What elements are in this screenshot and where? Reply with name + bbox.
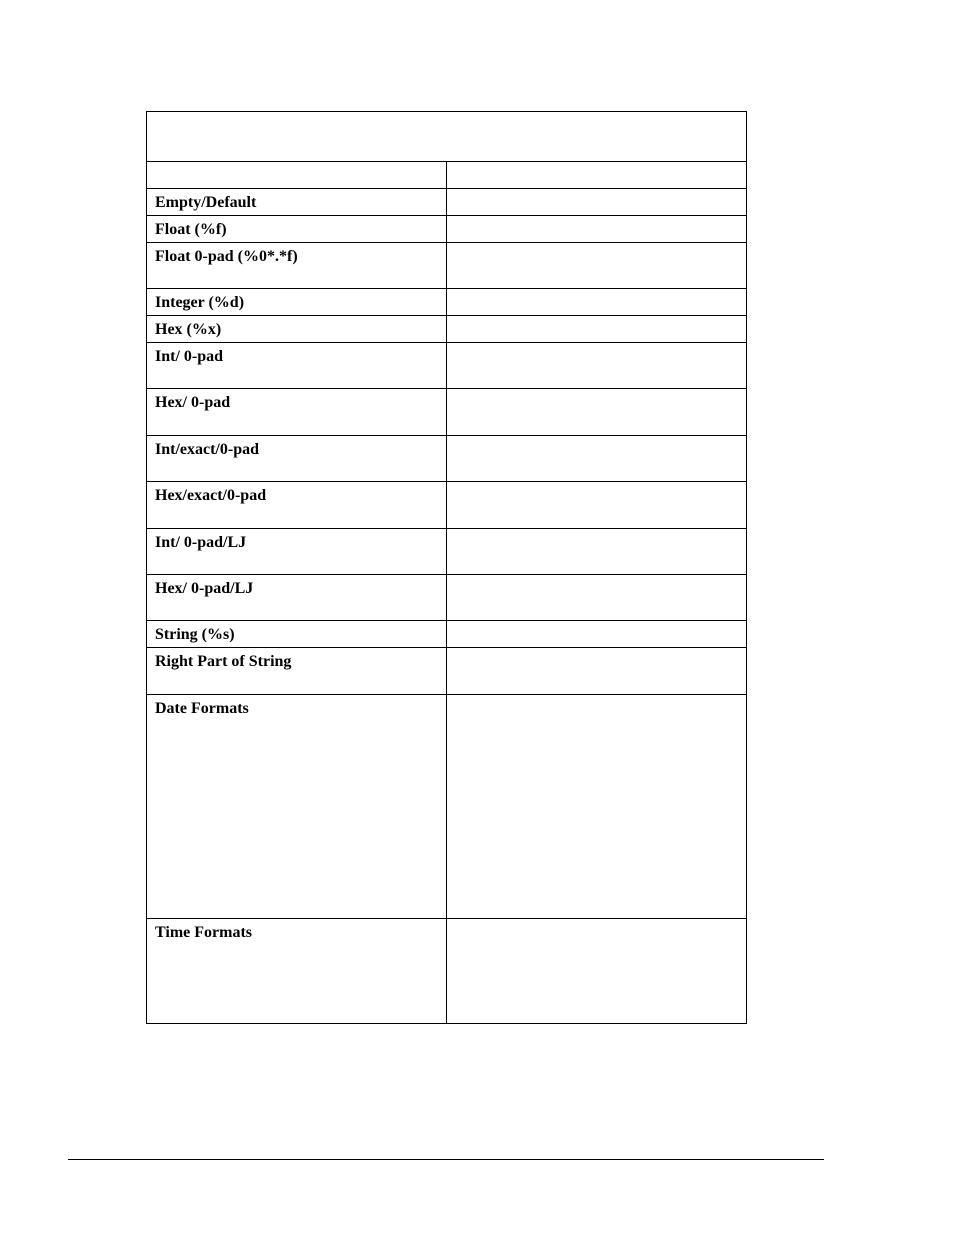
row-value-cell <box>447 389 747 436</box>
table-row <box>147 343 747 389</box>
table-row <box>147 621 747 648</box>
row-value-cell <box>447 695 747 919</box>
row-label: Int/exact/0-pad <box>155 441 259 458</box>
row-label: Float 0-pad (%0*.*f) <box>155 248 298 265</box>
footer-divider <box>68 1159 824 1160</box>
row-label-cell <box>147 482 447 529</box>
row-label-cell <box>147 575 447 621</box>
row-label-cell <box>147 343 447 389</box>
row-label-cell <box>147 216 447 243</box>
table-row <box>147 575 747 621</box>
row-label: Int/ 0-pad/LJ <box>155 534 247 551</box>
row-label: String (%s) <box>155 626 235 643</box>
table-row <box>147 436 747 482</box>
row-label: Int/ 0-pad <box>155 348 224 365</box>
row-label: Empty/Default <box>155 194 257 211</box>
format-table <box>146 111 747 1024</box>
row-label: Hex/exact/0-pad <box>155 487 267 504</box>
table-row <box>147 695 747 919</box>
row-label-cell <box>147 289 447 316</box>
table-row <box>147 289 747 316</box>
header-cell-value <box>447 162 747 189</box>
row-label-cell <box>147 189 447 216</box>
row-value-cell <box>447 529 747 575</box>
table-row <box>147 648 747 695</box>
row-label-cell <box>147 316 447 343</box>
table-header-row <box>147 162 747 189</box>
row-label-cell <box>147 389 447 436</box>
table-row <box>147 482 747 529</box>
row-label-cell <box>147 436 447 482</box>
row-label: Hex (%x) <box>155 321 222 338</box>
row-label: Time Formats <box>155 924 253 941</box>
row-value-cell <box>447 482 747 529</box>
row-value-cell <box>447 216 747 243</box>
row-label-cell <box>147 529 447 575</box>
row-label-cell <box>147 695 447 919</box>
row-label: Hex/ 0-pad <box>155 394 231 411</box>
row-label-cell <box>147 919 447 1024</box>
row-value-cell <box>447 189 747 216</box>
row-label-cell <box>147 648 447 695</box>
row-value-cell <box>447 621 747 648</box>
row-value-cell <box>447 243 747 289</box>
table-row <box>147 243 747 289</box>
row-label-cell <box>147 243 447 289</box>
row-label: Hex/ 0-pad/LJ <box>155 580 254 597</box>
table-row <box>147 316 747 343</box>
row-label-cell <box>147 621 447 648</box>
table-row <box>147 529 747 575</box>
table-title-cell <box>147 112 747 162</box>
row-label: Right Part of String <box>155 653 292 670</box>
row-value-cell <box>447 289 747 316</box>
table-row <box>147 919 747 1024</box>
row-label: Date Formats <box>155 700 249 717</box>
row-value-cell <box>447 343 747 389</box>
table-title-row <box>147 112 747 162</box>
row-value-cell <box>447 575 747 621</box>
row-label: Integer (%d) <box>155 294 245 311</box>
table-row <box>147 216 747 243</box>
table-row <box>147 189 747 216</box>
table-row <box>147 389 747 436</box>
row-value-cell <box>447 919 747 1024</box>
row-value-cell <box>447 316 747 343</box>
row-value-cell <box>447 648 747 695</box>
row-label: Float (%f) <box>155 221 227 238</box>
header-cell-label <box>147 162 447 189</box>
row-value-cell <box>447 436 747 482</box>
